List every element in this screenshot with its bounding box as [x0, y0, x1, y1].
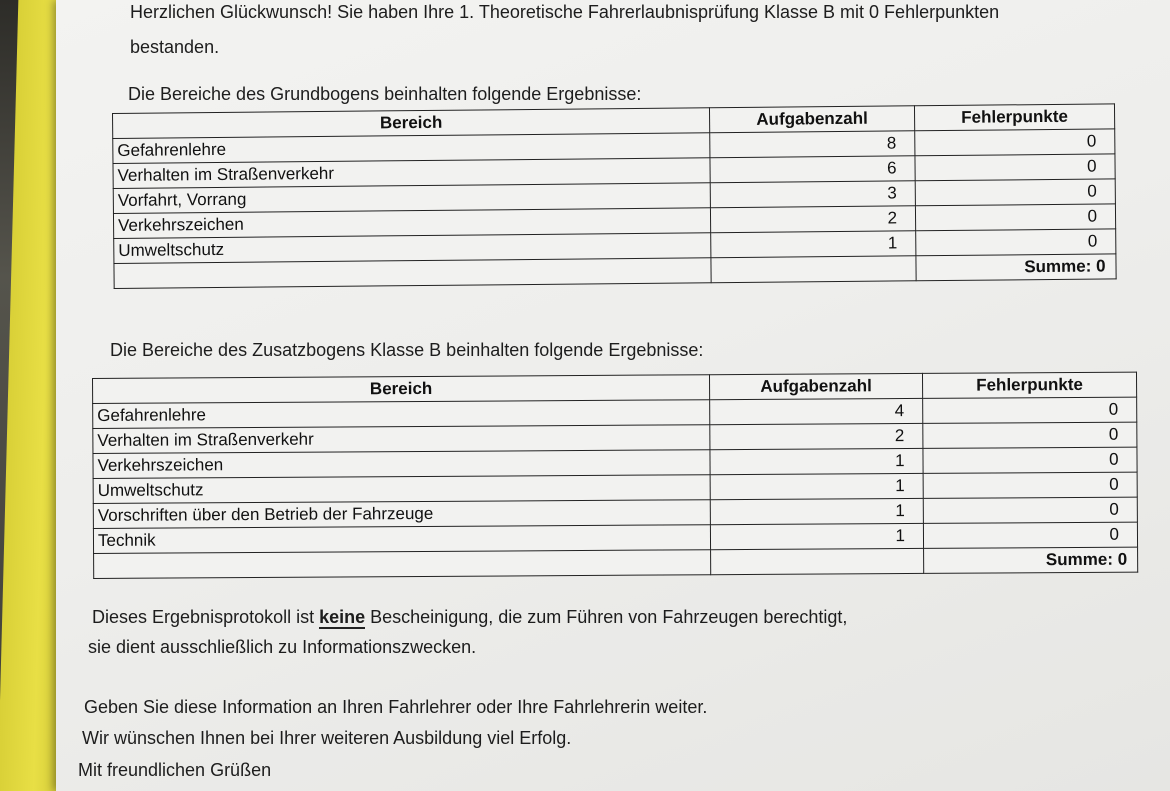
fehler-cell: 0: [923, 522, 1137, 548]
fehler-cell: 0: [915, 204, 1115, 231]
aufgaben-cell: 1: [710, 448, 923, 474]
aufgaben-cell: 6: [710, 156, 915, 183]
bereich-cell: Technik: [93, 525, 710, 554]
empty-cell: [711, 256, 916, 283]
bereich-cell: Umweltschutz: [93, 475, 710, 504]
aufgaben-cell: 3: [710, 181, 915, 208]
grund-col-aufgaben: Aufgabenzahl: [709, 106, 914, 133]
grund-heading: Die Bereiche des Grundbogens beinhalten folgende Ergebnisse:: [128, 84, 642, 104]
intro-line-2: bestanden.: [130, 37, 220, 57]
fehler-cell: 0: [923, 497, 1137, 523]
regards: Mit freundlichen Grüßen: [78, 760, 272, 780]
bereich-cell: Verhalten im Straßenverkehr: [93, 425, 710, 454]
aufgaben-cell: 1: [710, 523, 923, 549]
aufgaben-cell: 2: [710, 423, 923, 449]
aufgaben-cell: 4: [710, 398, 923, 424]
grund-table: [112, 103, 1117, 289]
bereich-cell: Gefahrenlehre: [113, 133, 710, 164]
aufgaben-cell: 2: [710, 206, 915, 233]
bereich-cell: Verkehrszeichen: [113, 208, 710, 239]
empty-cell: [711, 548, 924, 574]
disclaimer-line-2: sie dient ausschließlich zu Informationszwecken.: [88, 637, 477, 657]
bereich-cell: Vorschriften über den Betrieb der Fahrzeuge: [93, 500, 710, 529]
zusatz-table: [92, 372, 1138, 579]
bereich-cell: Vorfahrt, Vorrang: [113, 183, 710, 214]
fehler-cell: 0: [916, 229, 1116, 256]
fehler-cell: 0: [915, 154, 1115, 181]
aufgaben-cell: 1: [710, 498, 923, 524]
zusatz-summe: Summe: 0: [924, 547, 1138, 573]
disclaimer-part-b: Bescheinigung, die zum Führen von Fahrzeugen berechtigt,: [365, 607, 848, 627]
fehler-cell: 0: [923, 397, 1137, 423]
fehler-cell: 0: [923, 422, 1137, 448]
empty-cell: [114, 258, 711, 289]
grund-col-fehler: Fehlerpunkte: [914, 104, 1114, 131]
fehler-cell: 0: [915, 129, 1115, 156]
bereich-cell: Gefahrenlehre: [93, 400, 710, 429]
aufgaben-cell: 8: [710, 131, 915, 158]
zusatz-col-fehler: Fehlerpunkte: [922, 372, 1136, 398]
pass-on-note: Geben Sie diese Information an Ihren Fahrlehrer oder Ihre Fahrlehrerin weiter.: [84, 697, 708, 717]
zusatz-heading: Die Bereiche des Zusatzbogens Klasse B beinhalten folgende Ergebnisse:: [110, 340, 704, 360]
bereich-cell: Verhalten im Straßenverkehr: [113, 158, 710, 189]
aufgaben-cell: 1: [710, 473, 923, 499]
disclaimer-part-a: Dieses Ergebnisprotokoll ist: [92, 607, 320, 627]
intro-line-1: Herzlichen Glückwunsch! Sie haben Ihre 1. Theoretische Fahrerlaubnisprüfung Klasse B mit 0 Fehlerpunkten: [130, 2, 1000, 22]
wish-note: Wir wünschen Ihnen bei Ihrer weiteren Ausbildung viel Erfolg.: [82, 728, 572, 748]
bereich-cell: Umweltschutz: [114, 233, 711, 264]
zusatz-col-aufgaben: Aufgabenzahl: [709, 373, 922, 399]
disclaimer-keine: keine: [319, 607, 366, 627]
aufgaben-cell: 1: [711, 231, 916, 258]
disclaimer-line-1: [92, 607, 847, 628]
fehler-cell: 0: [923, 447, 1137, 473]
fehler-cell: 0: [915, 179, 1115, 206]
grund-summe: Summe: 0: [916, 254, 1116, 281]
zusatz-col-bereich: Bereich: [93, 375, 710, 404]
bereich-cell: Verkehrszeichen: [93, 450, 710, 479]
grund-col-bereich: Bereich: [113, 108, 710, 139]
empty-cell: [94, 550, 711, 579]
fehler-cell: 0: [923, 472, 1137, 498]
